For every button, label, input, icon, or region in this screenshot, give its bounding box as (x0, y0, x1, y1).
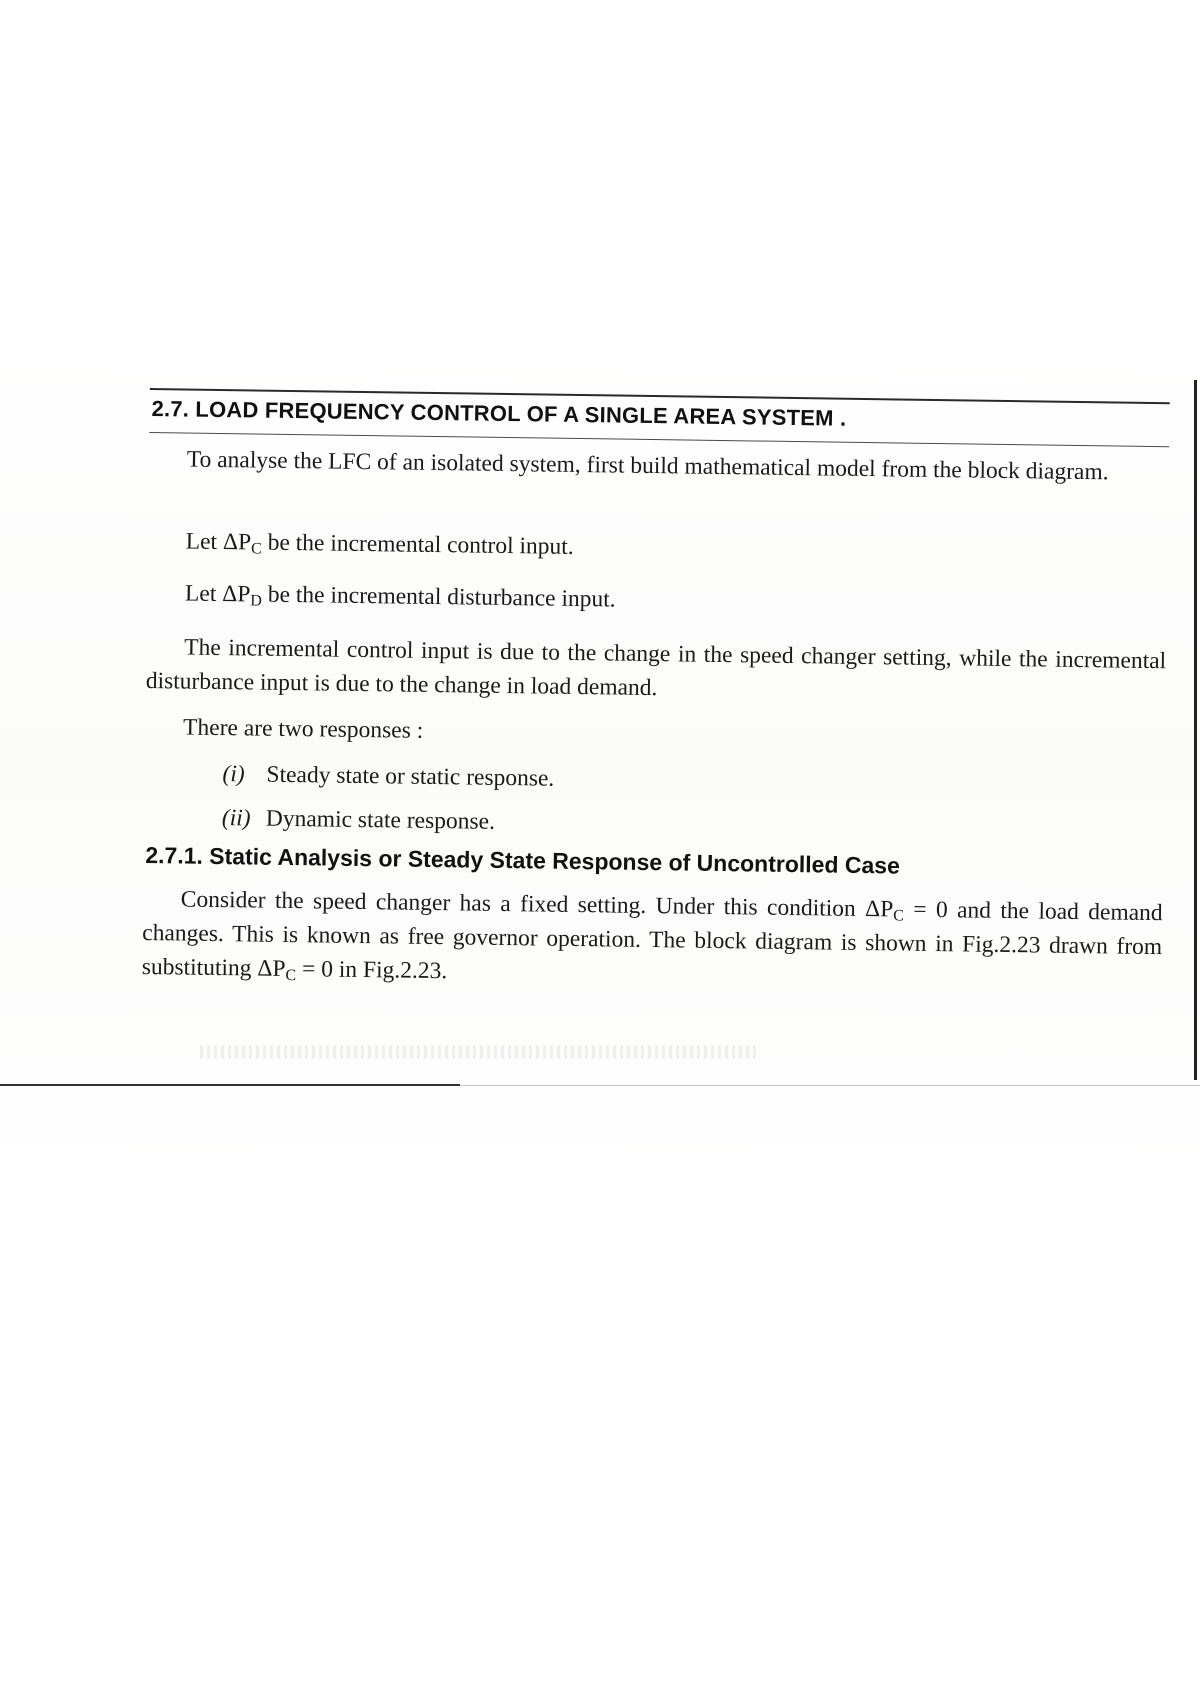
response-item (222, 761, 554, 793)
bleed-through-noise (200, 1045, 760, 1059)
subsection-subscript-1: C (893, 907, 905, 925)
response-item-number: (i) (222, 761, 245, 788)
intro-paragraph: To analyse the LFC of an isolated system, first build mathematical model from the block diagram. (186, 446, 1109, 486)
explanation-paragraph: The incremental control input is due to the change in the speed changer setting, while the incremental disturbance input is due to the change in load demand. (145, 634, 1167, 702)
section-heading: 2.7. LOAD FREQUENCY CONTROL OF A SINGLE AREA SYSTEM . (151, 396, 847, 431)
disturbance-input-line (185, 581, 616, 614)
subsection-heading: 2.7.1. Static Analysis or Steady State Response of Uncontrolled Case (145, 841, 901, 879)
disturbance-input-subscript: D (250, 592, 262, 610)
response-item (222, 805, 495, 836)
response-item-label: Dynamic state response. (265, 805, 496, 835)
scan-edge-bar (1194, 380, 1197, 1080)
subsection-paragraph (142, 882, 1163, 998)
disturbance-input-prefix: Let ΔP (184, 580, 251, 608)
document-page (142, 380, 1170, 994)
subsection-text-part2: = 0 and the load demand changes. This is known as free governor operation. The block diagram is shown in Fig.2.23 drawn from substituting ΔP (141, 896, 1163, 982)
responses-intro: There are two responses : (182, 714, 424, 744)
control-input-suffix: be the incremental control input. (261, 529, 574, 560)
response-item-number: (ii) (221, 805, 251, 832)
control-input-subscript: C (250, 540, 262, 558)
response-item-label: Steady state or static response. (266, 761, 555, 792)
subsection-text-part3: = 0 in Fig.2.23. (296, 956, 448, 985)
bottom-rule (0, 1084, 460, 1086)
subsection-text-part1: Consider the speed changer has a fixed setting. Under this condition ΔP (180, 886, 894, 923)
bottom-rule-faint (460, 1085, 1200, 1086)
disturbance-input-suffix: be the incremental disturbance input. (261, 581, 616, 613)
control-input-prefix: Let ΔP (185, 528, 252, 556)
subsection-subscript-2: C (285, 966, 297, 985)
control-input-line (186, 529, 574, 561)
